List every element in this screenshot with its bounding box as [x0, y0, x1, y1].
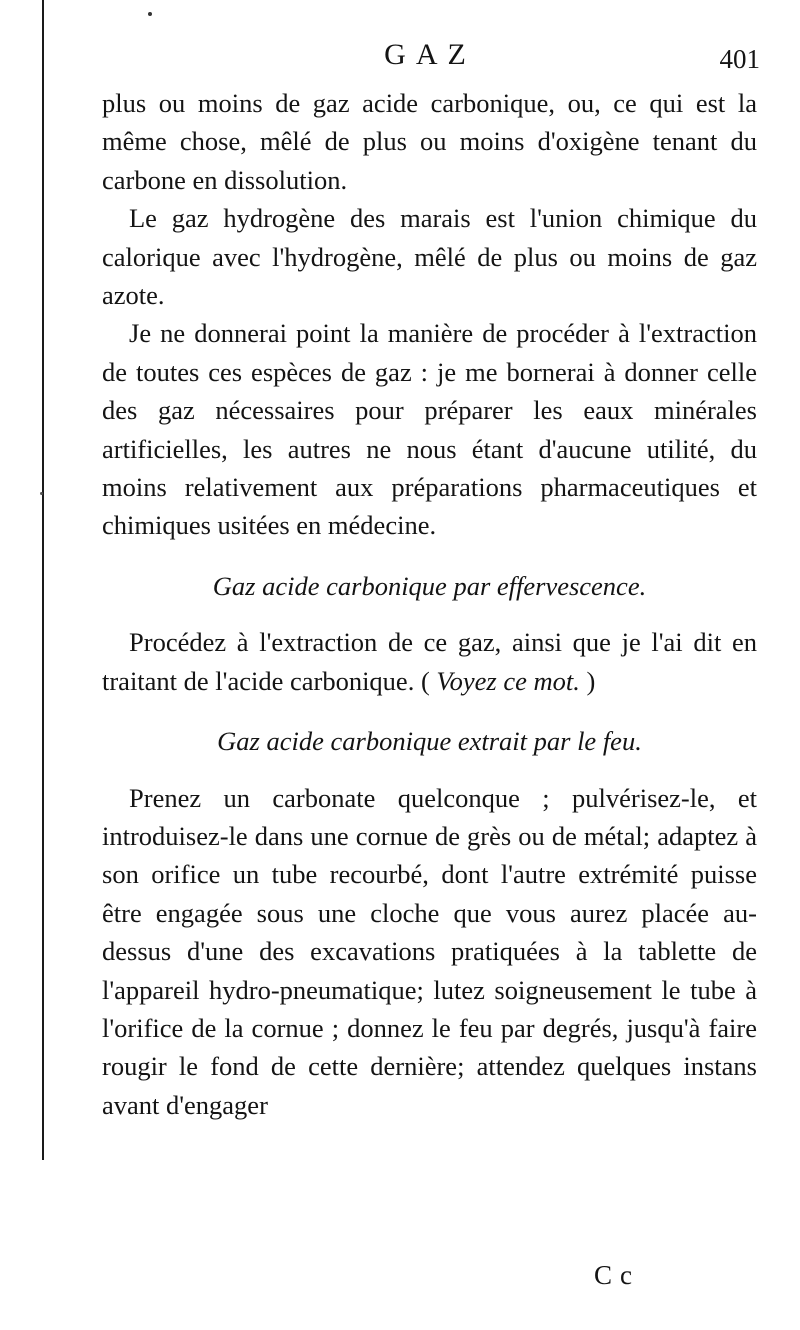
paragraph: Prenez un carbonate quelconque ; pulvérisez-le, et introduisez-le dans une cornue de grès ou de métal; adaptez à son orifice un tube recourbé, dont l'autre extrémité puisse être engagée sous une cloche que vous aurez placée au-dessus d'une des excavations pratiquées à la tablette de l'appareil hydro-pneumatique; lutez soigneusement le tube à l'orifice de la cornue ; donnez le feu par degrés, jusqu'à faire rougir le fond de cette dernière; attendez quelques instans avant d'engager [102, 782, 757, 1120]
paragraph-text: ) [579, 665, 596, 696]
section-heading: Gaz acide carbonique par effervescence. [212, 570, 647, 601]
paragraph-continued: plus ou moins de gaz acide carbonique, ou, ce qui est la même chose, mêlé de plus ou moins d'oxigène tenant du carbone en dissolution. [102, 88, 757, 195]
print-speck [40, 492, 43, 495]
running-head: GAZ [384, 38, 476, 71]
left-margin-rule [42, 0, 44, 1160]
paragraph: Le gaz hydrogène des marais est l'union chimique du calorique avec l'hydrogène, mêlé de plus ou moins de gaz azote. [102, 203, 757, 311]
paragraph: Je ne donnerai point la manière de procéder à l'extraction de toutes ces espèces de gaz : je me bornerai à donner celle des gaz nécessaires pour préparer les eaux minérales artificielles, les autres ne nous étant d'aucune utilité, du moins relativement aux préparations pharmaceutiques et chimiques usitées en médecine. [102, 318, 757, 541]
cross-reference: Voyez ce mot. [436, 665, 580, 696]
paragraph [102, 623, 757, 700]
section-heading: Gaz acide carbonique extrait par le feu. [217, 726, 642, 757]
paragraph-text: Procédez à l'extraction de ce gaz, ainsi que je l'ai dit en traitant de l'acide carbonique. ( [102, 627, 757, 696]
page-body [102, 84, 757, 1124]
page-header [100, 38, 760, 82]
signature-mark: Cc [594, 1260, 640, 1290]
print-speck [148, 12, 152, 16]
page-number: 401 [719, 44, 760, 74]
